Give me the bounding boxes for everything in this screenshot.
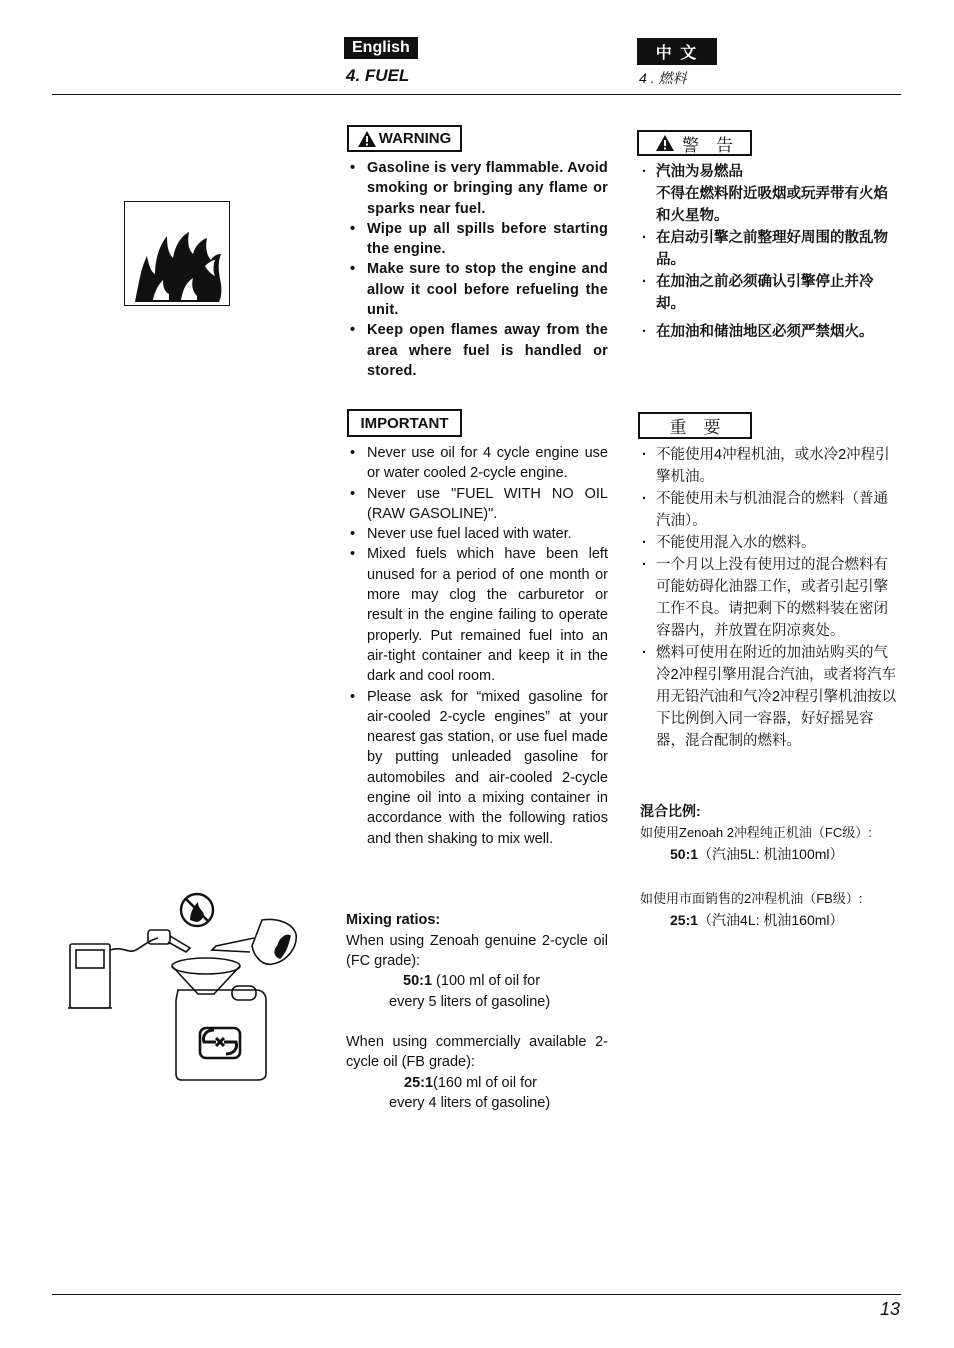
mixing-title-en: Mixing ratios:: [346, 912, 441, 928]
warning-triangle-icon: [358, 131, 376, 147]
warning-list-zh: [640, 161, 900, 343]
warning-label-zh: [637, 130, 752, 156]
page-number: 13: [880, 1299, 901, 1319]
warning-list-en: [346, 158, 608, 381]
no-open-flame-icon: [181, 894, 213, 926]
mixing-fb-intro-zh: 如使用市面销售的2冲程机油（FB级）:: [640, 891, 863, 906]
warning-label-text: WARNING: [378, 130, 452, 147]
ratio-value: 50:1: [403, 973, 433, 989]
list-item: · 燃料可使用在附近的加油站购买的气冷2冲程引擎用混合汽油，或者将汽车用无铅汽油和气冷2冲程引擎机油按以下比例倒入同一容器，好好摇晃容器，混合配制的燃料。: [640, 642, 900, 752]
mixing-fb-ratio-en: [404, 1073, 537, 1093]
footer-rule: [52, 1294, 901, 1295]
list-item: • Make sure to stop the engine and allow it cool before refueling the unit.: [346, 259, 608, 320]
list-item: · 汽油为易燃品 不得在燃料附近吸烟或玩弄带有火焰和火星物。: [640, 161, 900, 227]
mixing-fc-ratio-zh: [670, 844, 844, 864]
refueling-illustration: [66, 890, 306, 1086]
list-item: • Never use "FUEL WITH NO OIL (RAW GASOLINE)".: [346, 484, 608, 525]
list-item: · 不能使用未与机油混合的燃料（普通汽油）。: [640, 488, 900, 532]
list-item: • Keep open flames away from the area where fuel is handled or stored.: [346, 320, 608, 381]
important-list-en: [346, 443, 608, 849]
mixing-fc-ratio-en: [403, 971, 540, 991]
mixing-fb-intro-en: When using commercially available 2-cycle oil (FB grade):: [346, 1034, 608, 1071]
list-item: · 不能使用混入水的燃料。: [640, 532, 900, 554]
warning-label-en: [347, 125, 462, 152]
ratio-detail: (160 ml of oil for: [433, 1075, 537, 1091]
mixing-fc-intro-zh: 如使用Zenoah 2冲程纯正机油（FC级）:: [640, 825, 872, 840]
list-item: · 在加油之前必须确认引擎停止并冷却。: [640, 271, 900, 315]
fire-warning-icon: [124, 201, 230, 306]
warning-label-text-zh: 警 告: [682, 135, 733, 155]
ratio-detail: (100 ml of oil for: [432, 973, 541, 989]
list-item: · 不能使用4冲程机油，或水冷2冲程引擎机油。: [640, 444, 900, 488]
important-label-en: IMPORTANT: [347, 409, 462, 437]
list-item: • Please ask for “mixed gasoline for air-cooled 2-cycle engines” at your nearest gas station, or use fuel made by putting unleaded gasoline for automobiles and air-cooled 2-cycle engine oil into a mixing container in accordance with the following ratios and then shaking to mix well.: [346, 687, 608, 849]
list-item: · 在启动引擎之前整理好周围的散乱物品。: [640, 227, 900, 271]
ratio-detail: （汽油4L: 机油160ml）: [698, 912, 844, 928]
ratio-value: 25:1: [404, 1075, 434, 1091]
list-item: • Mixed fuels which have been left unused for a period of one month or more may clog the carburetor or result in the engine failing to operate properly. Put remained fuel into an air-tight container and keep it in the dark and cool room.: [346, 544, 608, 686]
mixing-fc-detail-en: every 5 liters of gasoline): [389, 994, 551, 1010]
header-rule: [52, 94, 901, 95]
list-item: · 一个月以上没有使用过的混合燃料有可能妨碍化油器工作，或者引起引擎工作不良。请把剩下的燃料装在密闭容器内，并放置在阴凉爽处。: [640, 554, 900, 642]
ratio-detail: （汽油5L: 机油100ml）: [698, 846, 844, 862]
important-label-zh: 重 要: [638, 412, 752, 439]
list-item: • Wipe up all spills before starting the engine.: [346, 219, 608, 260]
mixing-fb-ratio-zh: [670, 910, 844, 930]
mixing-fb-detail-en: every 4 liters of gasoline): [389, 1095, 551, 1111]
list-item: • Gasoline is very flammable. Avoid smoking or bringing any flame or sparks near fuel.: [346, 158, 608, 219]
ratio-value: 25:1: [670, 912, 699, 928]
language-tag-english: English: [344, 37, 418, 59]
warning-triangle-icon: [656, 135, 674, 151]
list-item: • Never use fuel laced with water.: [346, 524, 608, 544]
list-item: · 在加油和储油地区必须严禁烟火。: [640, 321, 900, 343]
mixing-title-zh: 混合比例:: [640, 803, 701, 819]
mixing-fc-intro-en: When using Zenoah genuine 2-cycle oil (FC grade):: [346, 933, 608, 970]
language-tag-chinese: 中 文: [637, 38, 717, 65]
important-list-zh: [640, 444, 900, 752]
list-item: • Never use oil for 4 cycle engine use or water cooled 2-cycle engine.: [346, 443, 608, 484]
ratio-value: 50:1: [670, 846, 699, 862]
section-title-zh: 4 . 燃料: [639, 70, 687, 86]
section-title-en: 4. FUEL: [346, 66, 410, 85]
